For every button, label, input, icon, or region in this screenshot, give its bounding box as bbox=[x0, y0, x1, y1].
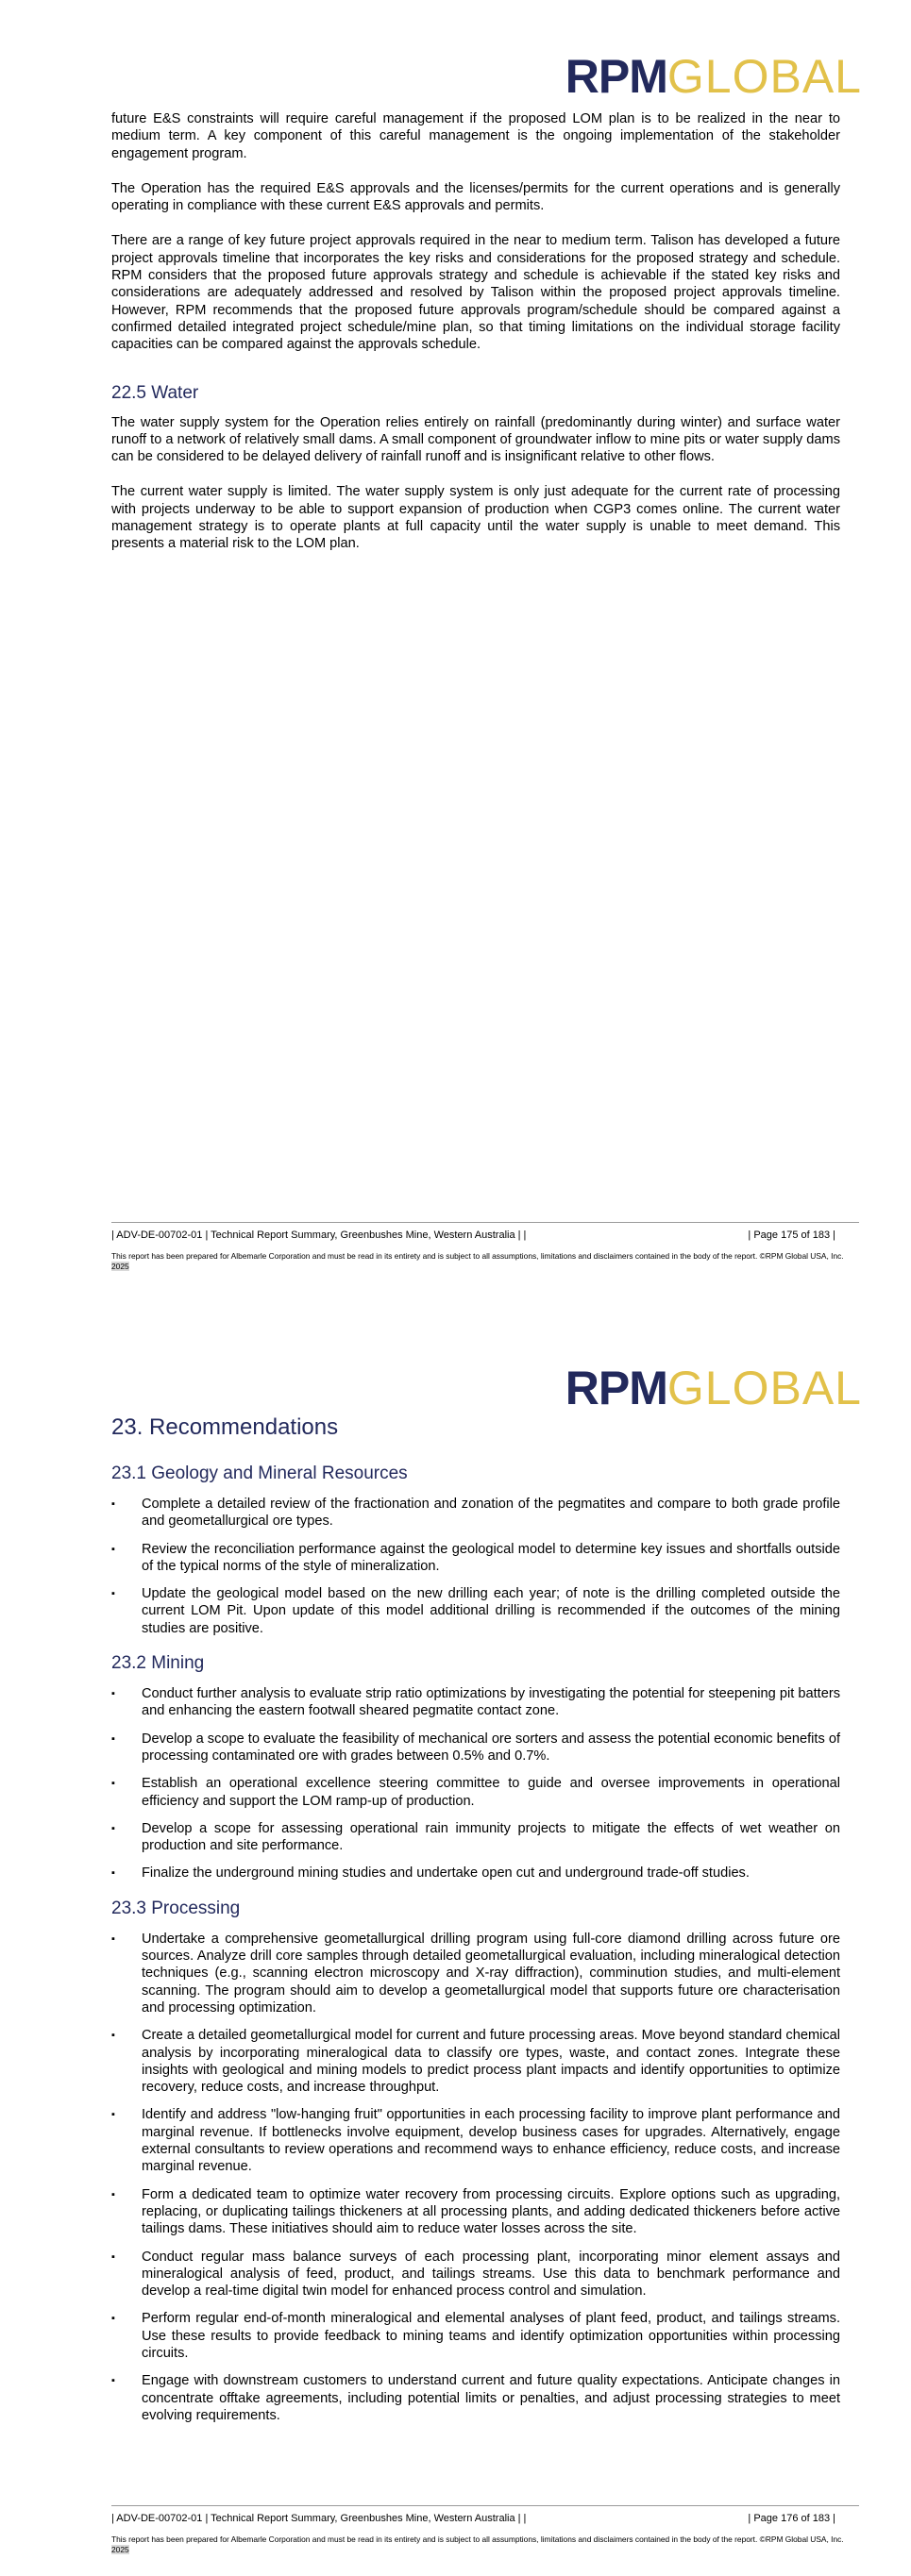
list-item-text: Engage with downstream customers to understand current and future quality expectations. Anticipate changes in concentrate offtake agreements, including potential limits or penalties, and adjust processing strategies to meet evolving requirements. bbox=[142, 2373, 840, 2423]
section-heading-water: 22.5 Water bbox=[111, 382, 199, 403]
list-item-text: Establish an operational excellence steering committee to guide and oversee improvements in operational efficiency and support the LOM ramp-up of production. bbox=[142, 1776, 840, 1809]
list-item-text: Form a dedicated team to optimize water recovery from processing circuits. Explore options such as upgrading, replacing, or duplicating tailings thickeners at all processing plants, and adding dedicated thickeners before active tailings dams. These initiatives should aim to reduce water losses across the site. bbox=[142, 2186, 840, 2237]
bullet-icon: ▪ bbox=[111, 1867, 115, 1880]
footer-document-ref: | ADV-DE-00702-01 | Technical Report Summary, Greenbushes Mine, Western Australia | | bbox=[111, 1229, 527, 1241]
processing-bullet-list bbox=[111, 1931, 840, 2424]
list-item-text: Finalize the underground mining studies and undertake open cut and underground trade-off studies. bbox=[142, 1865, 750, 1882]
paragraph-es-constraints: future E&S constraints will require careful management if the proposed LOM plan is to be realized in the near to medium term. A key component of this careful management is the ongoing implementation of the stakeholder engagement program. bbox=[111, 111, 840, 161]
bullet-icon: ▪ bbox=[111, 2313, 115, 2325]
paragraph-es-approvals: The Operation has the required E&S approvals and the licenses/permits for the current operations and is generally operating in compliance with these current E&S approvals and permits. bbox=[111, 180, 840, 214]
paragraph-water-supply-system: The water supply system for the Operation relies entirely on rainfall (predominantly during winter) and surface water runoff to a network of relatively small dams. A small component of groundwater inflow to mine pits or water supply dams can be considered to be delayed delivery of rainfall runoff and is insignificant relative to other flows. bbox=[111, 414, 840, 465]
list-item bbox=[111, 2106, 840, 2175]
list-item-text: Develop a scope for assessing operational rain immunity projects to mitigate the effects of wet weather on production and site performance. bbox=[142, 1820, 840, 1854]
page2-body bbox=[111, 1413, 840, 2434]
logo-global-text: GLOBAL bbox=[666, 50, 862, 103]
list-item-text: Perform regular end-of-month mineralogical and elemental analyses of plant feed, product, and tailings streams. Use these results to provide feedback to mining teams and identify optimization opportunities within processing circuits. bbox=[142, 2311, 840, 2361]
bullet-icon: ▪ bbox=[111, 1688, 115, 1700]
bullet-icon: ▪ bbox=[111, 2188, 115, 2200]
section-heading-mining: 23.2 Mining bbox=[111, 1653, 205, 1674]
mining-bullet-list bbox=[111, 1685, 840, 1882]
list-item bbox=[111, 1685, 840, 1720]
bullet-icon: ▪ bbox=[111, 1822, 115, 1834]
footer-rule bbox=[111, 2505, 859, 2506]
footer-rule bbox=[111, 1222, 859, 1223]
bullet-icon: ▪ bbox=[111, 2030, 115, 2042]
list-item-text: Undertake a comprehensive geometallurgical drilling program using full-core diamond drilling across future ore sources. Analyze drill core samples through detailed geometallurgical evaluation, including mineralogical detection techniques (e.g., scanning electron microscopy and X-ray diffraction), comminution studies, and multi-element scanning. The program should aim to develop a geometallurgical model that supports future ore characterisation and processing optimization. bbox=[142, 1931, 840, 2016]
paragraph-current-water-supply: The current water supply is limited. The water supply system is only just adequate for the current rate of processing with projects underway to be able to support expansion of production when CGP3 comes online. The current water management strategy is to operate plants at full capacity until the water supply is unable to meet demand. This presents a material risk to the LOM plan. bbox=[111, 484, 840, 552]
bullet-icon: ▪ bbox=[111, 1498, 115, 1510]
list-item-text: Complete a detailed review of the fractionation and zonation of the pegmatites and compare to both grade profile and geometallurgical ore types. bbox=[142, 1497, 840, 1530]
list-item bbox=[111, 1820, 840, 1855]
list-item bbox=[111, 2027, 840, 2096]
footer-page-number: | Page 175 of 183 | bbox=[748, 1229, 835, 1241]
list-item bbox=[111, 2249, 840, 2300]
footer-disclaimer bbox=[111, 2534, 848, 2554]
footer-year: 2025 bbox=[111, 1261, 129, 1271]
list-item bbox=[111, 2186, 840, 2238]
footer-disclaimer-text: This report has been prepared for Albemarle Corporation and must be read in its entirety and is subject to all assumptions, limitations and disclaimers contained in the body of the report. ©RPM Global USA, Inc. bbox=[111, 2534, 844, 2544]
rpm-global-logo bbox=[565, 1364, 862, 1412]
bullet-icon: ▪ bbox=[111, 1732, 115, 1745]
geology-bullet-list bbox=[111, 1496, 840, 1637]
section-heading-geology: 23.1 Geology and Mineral Resources bbox=[111, 1464, 408, 1483]
list-item bbox=[111, 1496, 840, 1531]
footer-line bbox=[111, 2513, 859, 2526]
list-item bbox=[111, 1775, 840, 1810]
bullet-icon: ▪ bbox=[111, 2250, 115, 2263]
list-item bbox=[111, 1731, 840, 1765]
bullet-icon: ▪ bbox=[111, 1932, 115, 1945]
chapter-heading-recommendations: 23. Recommendations bbox=[111, 1414, 339, 1440]
list-item-text: Conduct regular mass balance surveys of each processing plant, incorporating minor element assays and mineralogical analysis of feed, product, and tailings streams. Use this data to benchmark performance and develop a real-time digital twin model for enhanced process control and simulation. bbox=[142, 2249, 840, 2300]
footer-page-number: | Page 176 of 183 | bbox=[748, 2513, 835, 2524]
bullet-icon: ▪ bbox=[111, 1588, 115, 1600]
list-item-text: Update the geological model based on the new drilling each year; of note is the drilling completed outside the current LOM Pit. Upon update of this model additional drilling is recommended if the outcomes of the mining studies are positive. bbox=[142, 1586, 840, 1636]
list-item bbox=[111, 1585, 840, 1637]
list-item bbox=[111, 1541, 840, 1576]
footer-year: 2025 bbox=[111, 2544, 129, 2554]
logo-rpm-text: RPM bbox=[565, 50, 667, 103]
bullet-icon: ▪ bbox=[111, 2109, 115, 2121]
footer-disclaimer bbox=[111, 1251, 848, 1271]
report-page-176 bbox=[0, 1312, 911, 2576]
page-footer bbox=[111, 1222, 859, 1271]
list-item-text: Create a detailed geometallurgical model for current and future processing areas. Move beyond standard chemical analysis by incorporating mineralogical data to classify ore types, waste, and contact zones. Integrate these insights with geological and mining models to predict process plant impacts and identify opportunities to optimize recovery, reduce costs, and increase throughput. bbox=[142, 2028, 840, 2096]
footer-disclaimer-text: This report has been prepared for Albemarle Corporation and must be read in its entirety and is subject to all assumptions, limitations and disclaimers contained in the body of the report. ©RPM Global USA, Inc. bbox=[111, 1251, 844, 1261]
paragraph-future-approvals: There are a range of key future project approvals required in the near to medium term. Talison has developed a future project approvals timeline that incorporates the key risks and considerations for the proposed strategy and schedule. RPM considers that the proposed future approvals strategy and schedule is achievable if the stated key risks and considerations are adequately addressed and resolved by Talison within the proposed project approvals timeline. However, RPM recommends that the proposed future approvals program/schedule should be compared against a confirmed detailed integrated project schedule/mine plan, so that timing limitations on the individual storage facility capacities can be compared against the approvals schedule. bbox=[111, 233, 840, 353]
logo-global-text: GLOBAL bbox=[666, 1362, 862, 1414]
list-item bbox=[111, 1931, 840, 2016]
list-item-text: Identify and address "low-hanging fruit" opportunities in each processing facility to improve plant performance and marginal revenue. If bottlenecks involve equipment, develop business cases for upgrades. Alternatively, engage external consultants to review operations and recommend ways to enhance efficiency, reduce costs, and increase marginal revenue. bbox=[142, 2107, 840, 2175]
list-item-text: Develop a scope to evaluate the feasibility of mechanical ore sorters and assess the potential economic benefits of processing contaminated ore with grades between 0.5% and 0.7%. bbox=[142, 1731, 840, 1764]
bullet-icon: ▪ bbox=[111, 2375, 115, 2387]
list-item-text: Conduct further analysis to evaluate strip ratio optimizations by investigating the potential for steepening pit batters and enhancing the eastern footwall sheared pegmatite contact zone. bbox=[142, 1686, 840, 1719]
list-item bbox=[111, 2310, 840, 2362]
section-heading-processing: 23.3 Processing bbox=[111, 1898, 241, 1918]
list-item bbox=[111, 1865, 840, 1882]
bullet-icon: ▪ bbox=[111, 1778, 115, 1790]
footer-document-ref: | ADV-DE-00702-01 | Technical Report Summary, Greenbushes Mine, Western Australia | | bbox=[111, 2513, 527, 2524]
page-footer bbox=[111, 2505, 859, 2554]
page1-body bbox=[111, 110, 840, 553]
footer-line bbox=[111, 1229, 859, 1243]
rpm-global-logo bbox=[565, 50, 862, 103]
list-item-text: Review the reconciliation performance against the geological model to determine key issues and shortfalls outside of the typical norms of the style of mineralization. bbox=[142, 1541, 840, 1574]
list-item bbox=[111, 2372, 840, 2424]
logo-rpm-text: RPM bbox=[565, 1362, 667, 1414]
page-gap bbox=[0, 1302, 911, 1312]
bullet-icon: ▪ bbox=[111, 1543, 115, 1555]
